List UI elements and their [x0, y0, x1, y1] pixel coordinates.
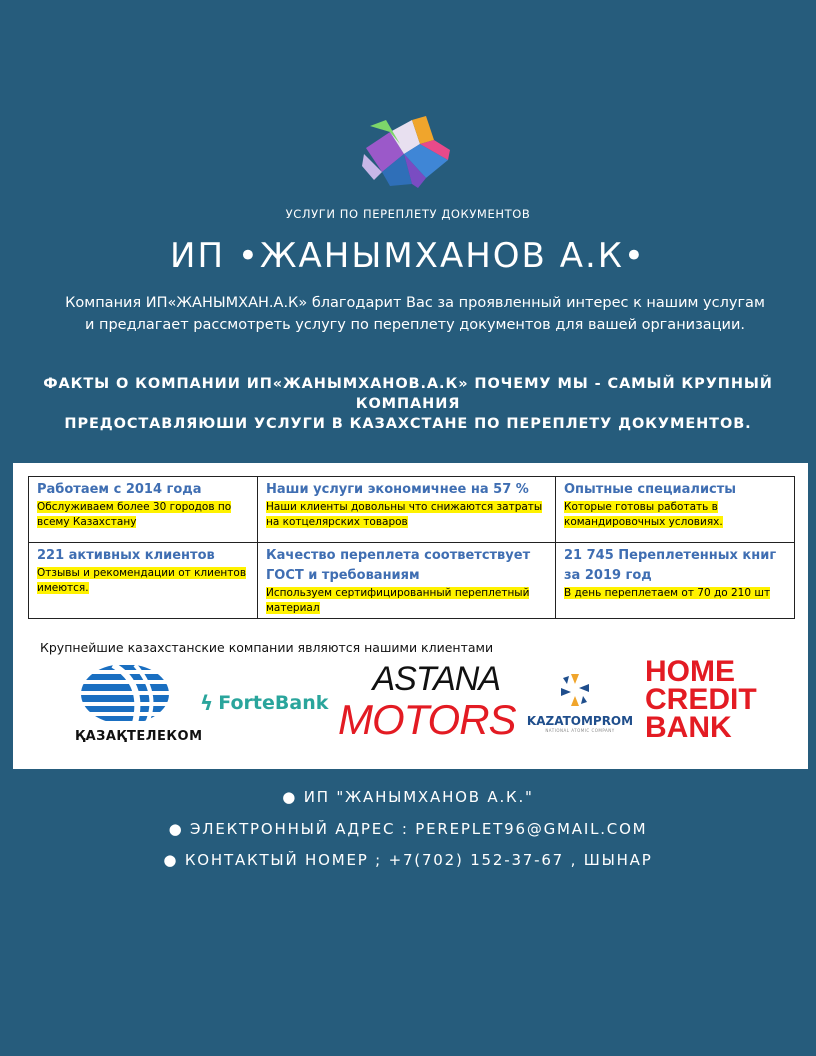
fact-title: 221 активных клиентов — [37, 548, 215, 563]
kazatomprom-tagline: NATIONAL ATOMIC COMPANY — [545, 728, 615, 733]
home-credit-line-1: HOME — [645, 655, 735, 688]
facts-row — [29, 477, 795, 543]
fact-title: Работаем с 2014 года — [37, 482, 202, 497]
clients-caption: Крупнейшие казахстанские компании являются нашими клиентами — [40, 640, 494, 655]
fact-title: Опытные специалисты — [564, 482, 737, 497]
intro-line-1: Компания ИП«ЖАНЫМХАН.А.К» благодарит Вас за проявленный интерес к нашим услугам — [65, 295, 765, 311]
astana-motors-line-1: ASTANA — [372, 660, 500, 698]
page-title: ИП •ЖАНЫМХАНОВ А.К• — [170, 236, 646, 276]
facts-panel — [13, 463, 808, 769]
facts-heading-line-1: ФАКТЫ О КОМПАНИИ ИП«ЖАНЫМХАНОВ.А.К» ПОЧЕМУ МЫ - САМЫЙ КРУПНЫЙ КОМПАНИЯ — [43, 376, 773, 412]
facts-cell — [258, 477, 556, 543]
fact-text: Отзывы и рекомендации от клиентов имеются. — [37, 567, 247, 594]
fact-text: В день переплетаем от 70 до 210 шт — [564, 587, 771, 599]
fortebank-icon: ϟ — [200, 691, 214, 715]
footer-phone: ● КОНТАКТЫЙ НОМЕР ; +7(702) 152-37-67 , ШЫНАР — [163, 851, 653, 869]
fact-text: Которые готовы работать в командировочных условиях. — [564, 501, 723, 528]
facts-cell — [556, 543, 795, 619]
fact-title: Качество переплета соответствует ГОСТ и требованиям — [266, 548, 531, 583]
intro-line-2: и предлагает рассмотреть услугу по переплету документов для вашей организации. — [84, 317, 746, 333]
company-logo — [360, 114, 454, 188]
kazatomprom-emblem-icon — [521, 670, 639, 710]
footer-company: ● ИП "ЖАНЫМХАНОВ А.К." — [282, 788, 534, 806]
kazatomprom-logo — [521, 670, 639, 740]
client-logos — [13, 655, 808, 758]
facts-cell — [258, 543, 556, 619]
fact-text: Наши клиенты довольны что снижаются затраты на котцелярских товаров — [266, 501, 543, 528]
home-credit-bank-logo — [645, 655, 775, 748]
kazatomprom-name: KAZATOMPROM — [526, 714, 634, 728]
facts-table — [28, 476, 795, 619]
fact-title: 21 745 Переплетенных книг за 2019 год — [564, 548, 777, 583]
facts-heading — [0, 374, 816, 434]
facts-cell — [29, 477, 258, 543]
fortebank-name: ForteBank — [218, 692, 329, 714]
home-credit-line-2: CREDIT — [645, 683, 757, 716]
services-subtitle: УСЛУГИ ПО ПЕРЕПЛЕТУ ДОКУМЕНТОВ — [285, 207, 531, 221]
fortebank-logo — [200, 691, 340, 721]
fact-title: Наши услуги экономичнее на 57 % — [266, 482, 529, 497]
footer-email: ● ЭЛЕКТРОННЫЙ АДРЕС : PEREPLET96@GMAIL.COM — [168, 820, 648, 838]
kazakhtelecom-logo — [75, 663, 203, 749]
facts-row — [29, 543, 795, 619]
fact-text: Используем сертифицированный переплетный материал — [266, 587, 530, 614]
facts-cell — [29, 543, 258, 619]
facts-cell — [556, 477, 795, 543]
astana-motors-logo — [338, 660, 516, 752]
fact-text: Обслуживаем более 30 городов по всему Казахстану — [37, 501, 232, 528]
facts-heading-line-2: ПРЕДОСТАВЛЯЮШИ УСЛУГИ В КАЗАХСТАНЕ ПО ПЕРЕПЛЕТУ ДОКУМЕНТОВ. — [64, 416, 752, 432]
kazakhtelecom-name: ҚАЗАҚТЕЛЕКОМ — [75, 729, 203, 744]
kazakhtelecom-globe-icon — [75, 663, 195, 725]
home-credit-line-3: BANK — [645, 711, 732, 744]
intro-paragraph — [20, 292, 810, 336]
astana-motors-line-2: MOTORS — [338, 696, 516, 743]
